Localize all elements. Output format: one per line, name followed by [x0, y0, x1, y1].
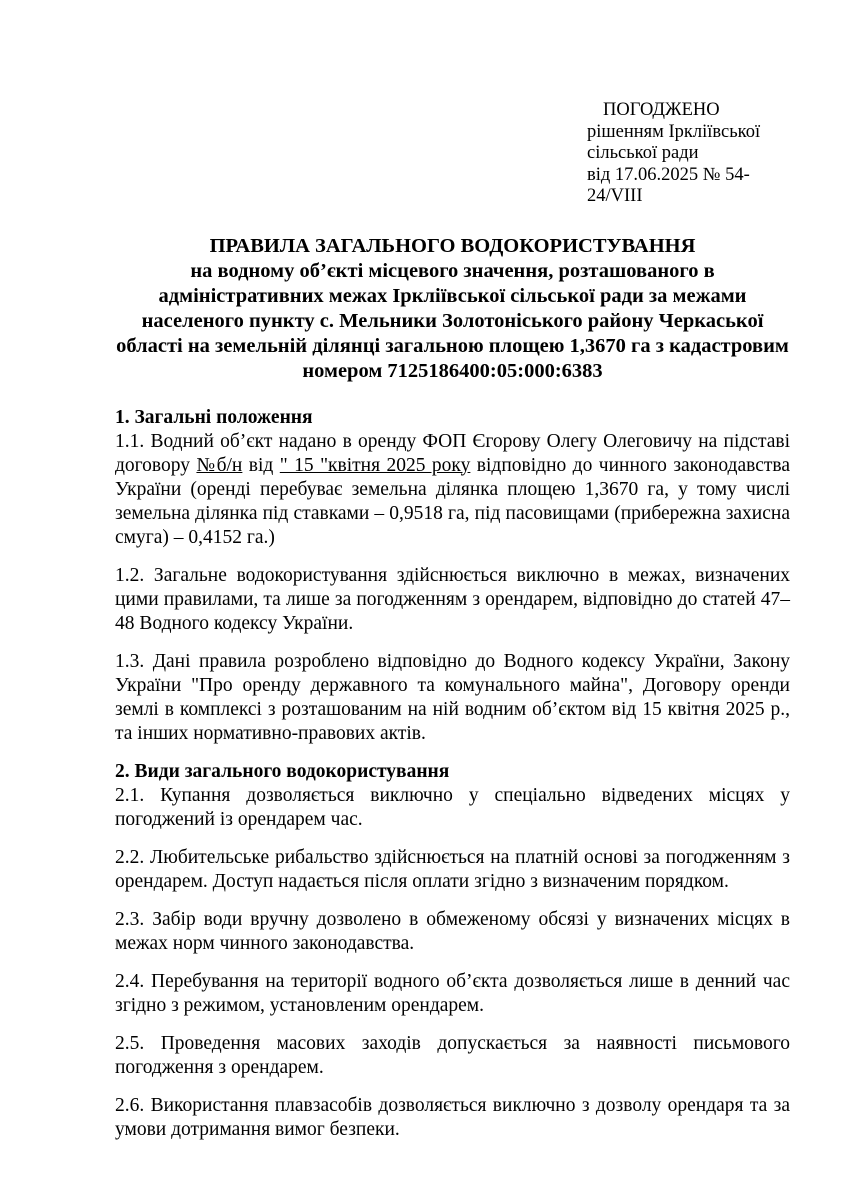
section-2-heading: 2. Види загального водокористування: [115, 760, 450, 782]
paragraph-2-6: 2.6. Використання плавзасобів дозволяється виключно з дозволу орендаря та за умови дотримання вимог безпеки.: [115, 1094, 790, 1140]
paragraph-1-1-pre: 1.1. Водний об’єкт надано в оренду ФОП Єгорову Олегу Олеговичу на підставі договору: [115, 430, 790, 476]
approval-block: [587, 100, 797, 208]
section-1-heading: 1. Загальні положення: [115, 406, 313, 428]
approval-word: ПОГОДЖЕНО: [603, 100, 720, 120]
approval-date-number: від 17.06.2025 № 54-24/VIII: [587, 164, 750, 206]
document-title-subtitle: на водному об’єкті місцевого значення, розташованого в адміністративних межах Іркліївської сільської ради за межами населеного пункту с. Мельники Золотоніського району Черкаської області на земельній ділянці загальною площею 1,3670 га з кадастровим номером 7125186400:05:000:6383: [116, 259, 789, 382]
section-general-provisions: [115, 406, 790, 746]
approval-authority-line1: рішенням Іркліївської: [587, 121, 761, 142]
paragraph-1-1-post: відповідно до чинного законодавства України (оренді перебуває земельна ділянка площею 1,3670 га, у тому числі земельна ділянка під ставками – 0,9518 га, під пасовищами (прибережна захисна смуга) – 0,4152 га.): [115, 454, 790, 548]
paragraph-1-1-mid: від: [242, 454, 280, 476]
paragraph-2-2: 2.2. Любительське рибальство здійснюється на платній основі за погодженням з орендарем. Доступ надається після оплати згідно з визначеним порядком.: [115, 846, 790, 892]
paragraph-2-5: 2.5. Проведення масових заходів допускається за наявності письмового погодження з орендарем.: [115, 1032, 790, 1078]
document-title: [115, 234, 790, 384]
paragraph-1-2: 1.2. Загальне водокористування здійснюється виключно в межах, визначених цими правилами, та лише за погодженням з орендарем, відповідно до статей 47–48 Водного кодексу України.: [115, 564, 790, 634]
section-water-use-types: [115, 760, 790, 1142]
paragraph-1-1-contract-number: №б/н: [196, 454, 243, 476]
paragraph-1-3: 1.3. Дані правила розроблено відповідно до Водного кодексу України, Закону України "Про оренду державного та комунального майна", Договору оренди землі в комплексі з розташованим на ній водним об’єктом від 15 квітня 2025 р., та інших нормативно-правових актів.: [115, 650, 790, 744]
approval-authority-line2: сільської ради: [587, 143, 699, 163]
document-title-main: ПРАВИЛА ЗАГАЛЬНОГО ВОДОКОРИСТУВАННЯ: [209, 234, 696, 257]
paragraph-1-1: [115, 430, 790, 550]
paragraph-2-3: 2.3. Забір води вручну дозволено в обмеженому обсязі у визначених місцях в межах норм чинного законодавства.: [115, 908, 790, 954]
paragraph-2-1: 2.1. Купання дозволяється виключно у спеціально відведених місцях у погоджений із орендарем час.: [115, 784, 790, 830]
document-body: [115, 406, 790, 1142]
paragraph-2-4: 2.4. Перебування на території водного об’єкта дозволяється лише в денний час згідно з режимом, установленим орендарем.: [115, 970, 790, 1016]
paragraph-1-1-contract-date: " 15 "квітня 2025 року: [279, 454, 471, 476]
